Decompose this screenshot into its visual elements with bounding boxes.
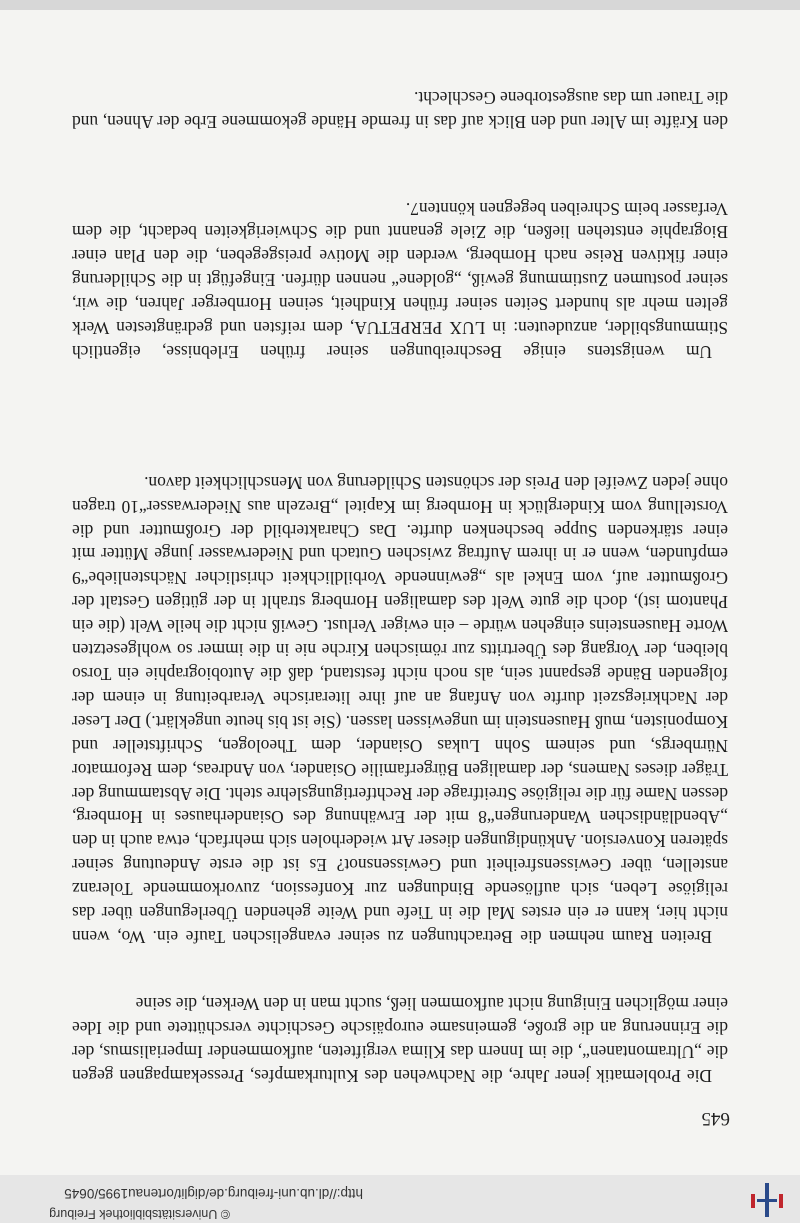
- paragraph-text: Um wenigstens einige Beschreibungen seiner frühen Erlebnisse, eigentlich Stimmungsbilder, anzudeuten: in LUX PERPETUA, dem reifsten und gedrängtesten Werk gelten mehr als hundert Seiten seiner frühen Kindheit, seinen Hornberger Jahren, die wir, seiner postumen Zustimmung gewiß, „goldene“ nennen dürfen. Eingefügt in die Schilderung einer fiktiven Reise nach Hornberg, werden die Motive preisgegeben, die den Plan einer Biographie entstehen ließen, die Ziele genannt und die Schwierigkeiten bedacht, die dem Verfasser beim Schreiben begegnen könnten7.: [72, 198, 728, 362]
- page-edge: [0, 0, 800, 10]
- viewer-header: [0, 1175, 800, 1223]
- text-paragraph-main: [72, 470, 728, 948]
- text-paragraph-intro: [72, 196, 728, 363]
- text-paragraph-top: [72, 991, 728, 1087]
- source-url[interactable]: http://dl.ub.uni-freiburg.de/diglit/ortenau1995/0645: [64, 1186, 363, 1201]
- paragraph-text: den Kräfte im Alter und den Blick auf das in fremde Hände gekommene Erbe der Ahnen, und die Trauer um das ausgestorbene Geschlecht.: [72, 88, 728, 132]
- library-logo-icon: [748, 1183, 786, 1217]
- paragraph-text: Die Problematik jener Jahre, die Nachwehen des Kulturkampfes, Pressekampagnen gegen die „Ultramontanen“, die im Innern das Klima vergifteten, aufkommender Imperialismus, der die Erinnerung an die große, gemeinsame europäische Geschichte verschüttete und die Idee einer möglichen Einigung nicht aufkommen ließ, sucht man in den Werken, die seine: [72, 994, 728, 1086]
- text-paragraph-continuation: [72, 85, 728, 133]
- copyright-credit: © Universitätsbibliothek Freiburg: [49, 1207, 230, 1221]
- page-number: 645: [701, 1108, 730, 1129]
- paragraph-text: Breiten Raum nehmen die Betrachtungen zu seiner evangelischen Taufe ein. Wo, wenn nicht hier, kann er ein erstes Mal die in Tiefe und Weite gehenden Überlegungen über das religiöse Leben, sich auflösende Bindungen zur Konfession, zuvorkommende Toleranz anstellen, über Gewissensfreiheit und Gewissensnot? Es ist die erste Andeutung seiner späteren Konversion. Ankündigungen dieser Art wiederholen sich mehrfach, etwa auch in den „Abendländischen Wanderungen“8 mit der Erwähnung des Osianderhauses in Hornberg, dessen Name für die religiöse Streitfrage der Rechtfertigungslehre steht. Die Abstammung der Träger dieses Namens, der damaligen Bürgerfamilie Osiander, von Andreas, dem Reformator Nürnbergs, und seinem Sohn Lukas Osiander, dem Theologen, Schriftsteller und Komponisten, muß Hausenstein im ungewissen lassen. (Sie ist bis heute ungeklärt.) Der Leser der Nachkriegszeit durfte von Anfang an auf ihre literarische Verarbeitung in einem der folgenden Bände gespannt sein, als noch nicht feststand, daß die Autobiographie ein Torso bleiben, der Vorgang des Übertritts zur römischen Kirche nie in die immer so wohlgesetzten Worte Hausensteins eingehen würde – ein ewiger Verlust. Gewiß nicht die heile Welt (die ein Phantom ist), doch die gute Welt des damaligen Hornberg strahlt in der gütigen Gestalt der Großmutter auf, vom Enkel als „gewinnende Vorbildlichkeit christlicher Nächstenliebe“9 empfunden, wenn er in ihrem Auftrag zwischen Gutach und Niederwasser junge Mütter mit einer stärkenden Suppe beschenken durfte. Das Charakterbild der Großmutter und die Vorstellung vom Kinderglück in Hornberg im Kapitel „Brezeln aus Niederwasser“10 tragen ohne jeden Zweifel den Preis der schönsten Schilderung von Menschlichkeit davon.: [72, 472, 728, 947]
